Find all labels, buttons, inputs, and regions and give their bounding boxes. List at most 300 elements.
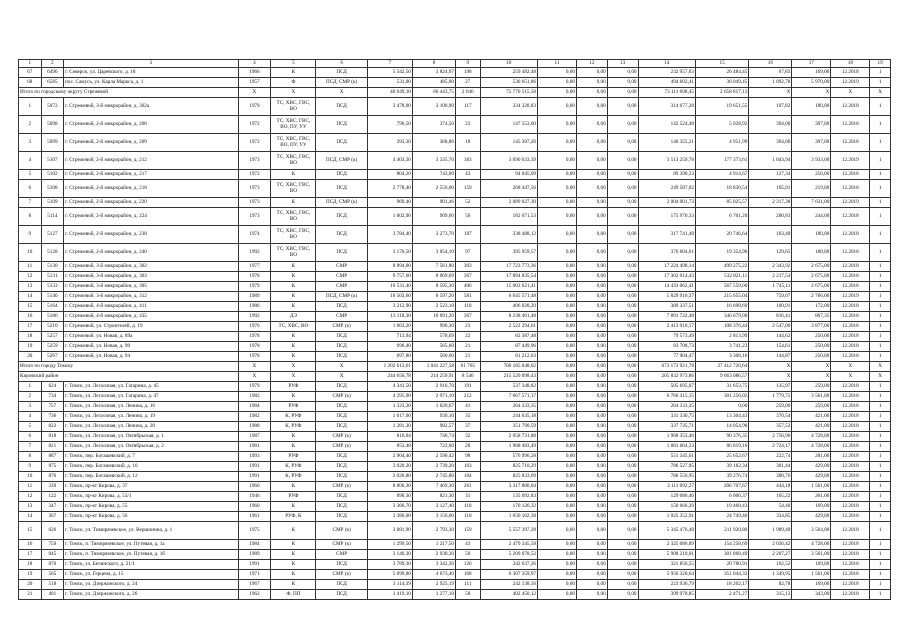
table-cell: 12.2018 [831, 392, 870, 402]
table-cell: 0,00 [607, 98, 638, 116]
table-cell: 9 663 086,57 [695, 372, 748, 382]
table-row [19, 560, 891, 570]
table-cell: 211 920,80 [695, 522, 748, 540]
table-cell: СМР (к) [316, 442, 367, 452]
table-cell: 0,00 [607, 422, 638, 432]
table-cell: 367 [41, 512, 64, 522]
table-cell: 334,85 [749, 512, 792, 522]
table-cell: 1 [870, 170, 891, 180]
table-cell: 0,00 [607, 68, 638, 78]
table-row [19, 170, 891, 180]
table-cell: 374,50 [412, 116, 455, 134]
table-cell: 0,00 [576, 522, 607, 540]
table-cell: 1 [870, 292, 891, 302]
table-cell: 0,00 [607, 540, 638, 550]
table-cell: г. Стрежевой, 3-й микрорайон, д. 302 [64, 262, 238, 272]
table-cell: 505 695,07 [638, 382, 695, 392]
table-cell: 10 091,20 [412, 312, 455, 322]
table-row [19, 522, 891, 540]
table-cell: 7 067 571,17 [480, 392, 537, 402]
table-cell: 1 025 352,91 [638, 512, 695, 522]
table-cell: 1991 [238, 472, 271, 482]
table-cell: 1962 [238, 590, 271, 600]
table-cell: 37 [455, 422, 480, 432]
table-cell: 17 723 773,36 [480, 262, 537, 272]
table-cell: 13 [19, 502, 42, 512]
table-cell: 2 739,20 [412, 462, 455, 472]
table-body [19, 60, 891, 600]
table-cell: 259,00 [749, 402, 792, 412]
table-cell: СМР (к) [316, 322, 367, 332]
table-cell: 822 [41, 422, 64, 432]
table-cell: 1 [19, 382, 42, 392]
table-cell: 0,00 [538, 442, 577, 452]
table-cell: 351 044,33 [695, 570, 748, 580]
table-cell: 0,00 [607, 362, 638, 372]
table-cell: К [271, 282, 316, 292]
section-total-label: Итого по городу Томску [19, 362, 239, 372]
table-cell: 5114 [41, 208, 64, 226]
table-row [19, 282, 891, 292]
table-cell: 18 [455, 134, 480, 152]
table-cell: ПСД [316, 462, 367, 472]
table-cell: 3 308,16 [695, 352, 748, 362]
table-cell: 0,00 [607, 482, 638, 492]
table-cell: 1993 [238, 452, 271, 462]
table-cell: 0,00 [576, 452, 607, 462]
table-cell: Х [749, 88, 792, 98]
table-cell: 9 [19, 462, 42, 472]
table-cell: 1 419,10 [367, 590, 412, 600]
table-cell: 0,00 [576, 580, 607, 590]
table-cell: 1992 [238, 244, 271, 262]
table-cell: 180,00 [792, 98, 831, 116]
table-row [19, 244, 891, 262]
table-cell: Х [870, 372, 891, 382]
table-cell: 159 [455, 522, 480, 540]
table-cell: 175 970,33 [638, 208, 695, 226]
table-cell: 876 [41, 472, 64, 482]
table-cell: 0,00 [538, 332, 577, 342]
table-cell: К [271, 502, 316, 512]
table-cell: 5099 [41, 134, 64, 152]
table-cell: 875 [41, 462, 64, 472]
table-cell: 8 894,00 [367, 262, 412, 272]
column-number-cell: 7 [367, 60, 412, 68]
table-cell: 3 127,40 [412, 502, 455, 512]
table-cell: 12.2018 [831, 68, 870, 78]
table-cell: 1 [870, 282, 891, 292]
table-cell: 0,00 [576, 208, 607, 226]
table-cell: 0,00 [607, 312, 638, 322]
table-row [19, 550, 891, 560]
table-cell: 27 [455, 78, 480, 88]
table-cell: 111 [455, 580, 480, 590]
table-cell: 1975 [238, 522, 271, 540]
table-cell: 1979 [238, 382, 271, 392]
table-cell: 7 469,30 [412, 482, 455, 492]
table-cell: 499 275,22 [695, 262, 748, 272]
table-cell: Ф, ПП [271, 590, 316, 600]
table-cell: РУФ [271, 492, 316, 502]
table-cell: 0,00 [607, 208, 638, 226]
table-cell: 0,00 [576, 362, 607, 372]
table-cell: 18 [19, 560, 42, 570]
table-cell: 0,00 [538, 342, 577, 352]
column-number-cell: 17 [792, 60, 831, 68]
table-cell: 8 238 401,48 [480, 312, 537, 322]
table-cell: 303 [455, 262, 480, 272]
table-row [19, 492, 891, 502]
table-cell: СМР [316, 282, 367, 292]
table-cell: 429,00 [792, 462, 831, 472]
table-cell: 75 770 515,58 [480, 88, 537, 98]
table-cell: 79 573,49 [638, 332, 695, 342]
table-cell: г. Томск, ул. Лесхозная, ул. Октябрьская, д. 2 [64, 442, 238, 452]
table-cell: 853,48 [367, 442, 412, 452]
table-cell: ПСД [316, 402, 367, 412]
column-number-cell: 8 [412, 60, 455, 68]
table-cell: 261,00 [792, 492, 831, 502]
table-cell: 0,00 [576, 282, 607, 292]
table-cell: 127,34 [749, 170, 792, 180]
table-cell: г. Томск, ул. Дзержинского, д. 24 [64, 580, 238, 590]
table-cell: 169,00 [792, 502, 831, 512]
table-cell: г. Томск, ул. Лесхозная, ул. Ленина, д. 19 [64, 412, 238, 422]
table-cell: 82,78 [749, 580, 792, 590]
table-cell: 219,00 [792, 180, 831, 198]
table-cell: Х [316, 372, 367, 382]
table-cell: ПСД [316, 472, 367, 482]
table-cell: 759,07 [749, 292, 792, 302]
table-cell: 118 [455, 502, 480, 512]
table-cell: 0,00 [576, 382, 607, 392]
table-cell: 5127 [41, 226, 64, 244]
table-cell: 145 307,20 [480, 134, 537, 152]
table-cell: 3 176,50 [367, 244, 412, 262]
table-cell: 12.2018 [831, 462, 870, 472]
table-cell: 0,00 [538, 382, 577, 392]
table-cell: ТС, ХВС, ГВС, ВО [271, 98, 316, 116]
table-cell: г. Стрежевой, 2-й микрорайон, д. 212 [64, 152, 238, 170]
table-cell: 1991 [238, 462, 271, 472]
table-cell: ТС, ХВС, ВО [271, 322, 316, 332]
table-cell: 12.2018 [831, 180, 870, 198]
table-cell: 264 333,35 [638, 402, 695, 412]
table-cell: 150 666,39 [638, 502, 695, 512]
table-cell: К [271, 292, 316, 302]
table-cell: ПСД [316, 244, 367, 262]
table-row [19, 540, 891, 550]
table-cell: 397,00 [792, 134, 831, 152]
table-cell: 261 [455, 482, 480, 492]
table-cell: 215 655,04 [695, 292, 748, 302]
table-cell: 5128 [41, 244, 64, 262]
table-cell: 368,80 [412, 134, 455, 152]
table-cell: К [271, 580, 316, 590]
table-cell: 117 [455, 98, 480, 116]
table-cell: 1988 [238, 422, 271, 432]
table-cell: РУФ, К [271, 512, 316, 522]
table-cell: 393,30 [367, 134, 412, 152]
table-cell: 1 [870, 180, 891, 198]
table-row [19, 482, 891, 492]
table-cell: 107,82 [749, 98, 792, 116]
table-cell: 565 [41, 570, 64, 580]
table-cell: 2 925,19 [412, 580, 455, 590]
table-cell: 5 345 476,48 [638, 522, 695, 540]
column-number-cell: 2 [41, 60, 64, 68]
table-cell: г. Томск, п. Тимирязевское, ул. Путевая, д. 1б [64, 550, 238, 560]
table-cell: 12.2018 [831, 226, 870, 244]
table-cell: 315,13 [749, 590, 792, 600]
table-cell: 1 [870, 302, 891, 312]
table-cell: 0,00 [576, 432, 607, 442]
table-cell: 0,00 [576, 402, 607, 412]
table-cell: 25 652,67 [695, 452, 748, 462]
table-cell: 0,00 [576, 560, 607, 570]
table-cell: 135,97 [749, 382, 792, 392]
table-cell: 12.2018 [831, 116, 870, 134]
table-cell: 3 317 800,04 [480, 482, 537, 492]
table-cell: 1973 [238, 180, 271, 198]
table-cell: 0,00 [538, 422, 577, 432]
table-cell: 0,00 [607, 502, 638, 512]
table-cell: 12.2018 [831, 98, 870, 116]
table-cell: 406 028,20 [480, 302, 537, 312]
table-cell: 18 830,54 [695, 180, 748, 198]
table-cell: 0,00 [576, 198, 607, 208]
table-cell: 0,00 [576, 472, 607, 482]
table-cell: 5186 [41, 312, 64, 322]
table-cell: 307 [455, 312, 480, 322]
table-cell: 31 653,75 [695, 382, 748, 392]
table-cell: 12.2018 [831, 590, 870, 600]
table-cell: 103,40 [749, 226, 792, 244]
table-cell: 118 [455, 512, 480, 522]
table-cell: 2 766,00 [792, 292, 831, 302]
table-cell: 0,00 [607, 492, 638, 502]
table-cell: 1 [870, 116, 891, 134]
table-cell: 191 [455, 382, 480, 392]
table-row [19, 180, 891, 198]
table-cell: 182 671,53 [480, 208, 537, 226]
table-cell: 250,00 [792, 342, 831, 352]
table-cell: 0,00 [576, 134, 607, 152]
table-cell: К [271, 342, 316, 352]
table-cell: 531,00 [367, 78, 412, 88]
table-cell: 867,35 [792, 312, 831, 322]
table-cell: г. Томск, пр-кт Кирова, д. 53/1 [64, 492, 238, 502]
table-cell: 1 [870, 312, 891, 322]
table-row [19, 402, 891, 412]
table-cell: 0,00 [576, 68, 607, 78]
table-cell: 0,00 [576, 392, 607, 402]
table-cell: 1972 [238, 116, 271, 134]
table-cell: ПСД [316, 68, 367, 78]
table-cell: 0,00 [576, 492, 607, 502]
table-cell: К [271, 262, 316, 272]
table-cell: 1 745,11 [749, 282, 792, 292]
table-cell: 21 [19, 590, 42, 600]
table-cell: 12.2018 [831, 402, 870, 412]
table-cell: 12.2018 [831, 208, 870, 226]
table-cell: г. Стрежевой, ул. Новая, д. 94 [64, 352, 238, 362]
table-cell: 4 728,00 [792, 442, 831, 452]
table-cell: г. Томск, пр-кт Кирова, д. 37 [64, 482, 238, 492]
table-cell: 9 [19, 226, 42, 244]
table-cell: 14 433 062,41 [638, 282, 695, 292]
table-cell: 696,40 [367, 342, 412, 352]
table-cell: ПСД [316, 452, 367, 462]
table-cell: 1 968 353,46 [638, 432, 695, 442]
table-cell: К [271, 560, 316, 570]
table-cell: 54,40 [749, 502, 792, 512]
table-cell: 2 930,30 [412, 550, 455, 560]
table-cell: 3 026,80 [367, 472, 412, 482]
table-cell: пос. Самусь, ул. Карла Маркса, д. 1 [64, 78, 238, 88]
table-cell: 0,00 [576, 302, 607, 312]
table-cell: 244 656,78 [367, 372, 412, 382]
table-cell: 0,00 [607, 226, 638, 244]
table-cell: 1 [870, 422, 891, 432]
table-cell: 1 217,50 [412, 540, 455, 550]
table-cell: ТС, ХВС, ГВС, ВО, ПУ, УУ [271, 116, 316, 134]
table-cell: г. Томск, ул. Тимирязевское, ул. Вершинина, д. 1 [64, 522, 238, 540]
table-cell: 0,00 [538, 522, 577, 540]
table-cell: 1 281,30 [367, 422, 412, 432]
column-number-cell: 3 [64, 60, 238, 68]
table-cell: СМР (к) [316, 522, 367, 540]
table-cell: 1 [870, 262, 891, 272]
table-cell: 52 [455, 198, 480, 208]
table-cell: 85 025,57 [695, 198, 748, 208]
table-cell: К [271, 442, 316, 452]
table-cell: 11 [19, 482, 42, 492]
table-cell: 301,44 [749, 462, 792, 472]
table-cell: г. Томск, пер. Богашевский, д. 12 [64, 472, 238, 482]
table-cell: Х [238, 88, 271, 98]
table-cell: 12.2018 [831, 422, 870, 432]
table-cell: 180,00 [792, 244, 831, 262]
table-row [19, 134, 891, 152]
table-cell: 12.2019 [831, 292, 870, 302]
table-cell: 15 [19, 522, 42, 540]
table-cell: 12.2018 [831, 412, 870, 422]
table-cell: 17 [19, 550, 42, 560]
table-cell: 5259 [41, 342, 64, 352]
table-cell: 12.2018 [831, 442, 870, 452]
table-row [19, 116, 891, 134]
table-cell: 1 [870, 68, 891, 78]
table-cell: 2 778,40 [367, 180, 412, 198]
table-cell: 14 [19, 512, 42, 522]
table-cell: 20 746,64 [695, 226, 748, 244]
table-cell: 242 138,56 [480, 580, 537, 590]
table-cell: 0,00 [607, 452, 638, 462]
table-cell: 2 058 731,88 [480, 432, 537, 442]
table-cell: 1974 [238, 226, 271, 244]
table-cell: 147 553,60 [480, 116, 537, 134]
table-cell: 17 [19, 322, 42, 332]
table-cell: 2 523,10 [412, 302, 455, 312]
table-cell: 169,00 [792, 560, 831, 570]
table-cell: 154 258,69 [695, 540, 748, 550]
table-row [19, 442, 891, 452]
table-cell: 746,74 [412, 432, 455, 442]
column-number-cell: 6 [316, 60, 367, 68]
table-cell: 2 089 027,30 [480, 198, 537, 208]
table-cell: 140 355,21 [638, 134, 695, 152]
table-cell: 168 [455, 570, 480, 580]
table-cell: 259 482,48 [480, 68, 537, 78]
table-cell: 5 557 397,28 [480, 522, 537, 540]
table-cell: 13 [19, 282, 42, 292]
table-cell: 1979 [238, 282, 271, 292]
table-cell: 22 [455, 332, 480, 342]
table-cell: 154,61 [749, 342, 792, 352]
table-cell: 18 202,17 [695, 580, 748, 590]
table-cell: Х [792, 372, 831, 382]
table-cell: 8 597,20 [412, 292, 455, 302]
table-cell: 0,00 [576, 540, 607, 550]
table-cell: 624 [41, 382, 64, 392]
table-cell: 2 556,00 [412, 180, 455, 198]
table-cell: 6 701,20 [695, 208, 748, 226]
table-cell: 5267 [41, 352, 64, 362]
table-cell: 337 735,71 [638, 422, 695, 432]
total-row [19, 362, 891, 372]
table-cell: 421,00 [792, 422, 831, 432]
table-row [19, 152, 891, 170]
table-cell: 796,50 [367, 116, 412, 134]
table-cell: 494 602,41 [638, 78, 695, 88]
table-cell: 2 343,92 [749, 262, 792, 272]
table-cell: 0,00 [607, 332, 638, 342]
table-cell: 1986 [238, 302, 271, 312]
table-cell: 5 099,80 [367, 570, 412, 580]
table-cell: 103 [455, 462, 480, 472]
table-cell: 736 [41, 412, 64, 422]
table-cell: 12.2018 [831, 492, 870, 502]
table-cell: К [271, 198, 316, 208]
table-cell: 169,00 [792, 580, 831, 590]
table-cell: 816,41 [749, 312, 792, 322]
table-cell: 397,00 [792, 116, 831, 134]
table-cell: 0,00 [576, 482, 607, 492]
table-cell: 73 111 698,45 [638, 88, 695, 98]
table-cell: 1 989,40 [749, 522, 792, 540]
table-cell: 4 914,67 [695, 170, 748, 180]
table-cell: 5164 [41, 302, 64, 312]
table-cell: 26 484,45 [695, 68, 748, 78]
table-cell: 551 345,61 [638, 452, 695, 462]
table-cell: 347 [41, 502, 64, 512]
table-cell: 23 [455, 116, 480, 134]
table-cell: 1 [870, 502, 891, 512]
table-cell: ПСД [316, 116, 367, 134]
table-cell: 12.2018 [831, 170, 870, 180]
table-cell: 0,00 [538, 244, 577, 262]
table-cell: ТС, ХВС, ГВС, ВО [271, 244, 316, 262]
table-cell: ПСД [316, 226, 367, 244]
table-cell: 14 054,98 [695, 422, 748, 432]
table-row [19, 432, 891, 442]
table-cell: 198 [455, 68, 480, 78]
table-cell: 890,30 [367, 492, 412, 502]
section-heading: Кировский район [19, 372, 239, 382]
table-cell: 129 086,46 [638, 492, 695, 502]
